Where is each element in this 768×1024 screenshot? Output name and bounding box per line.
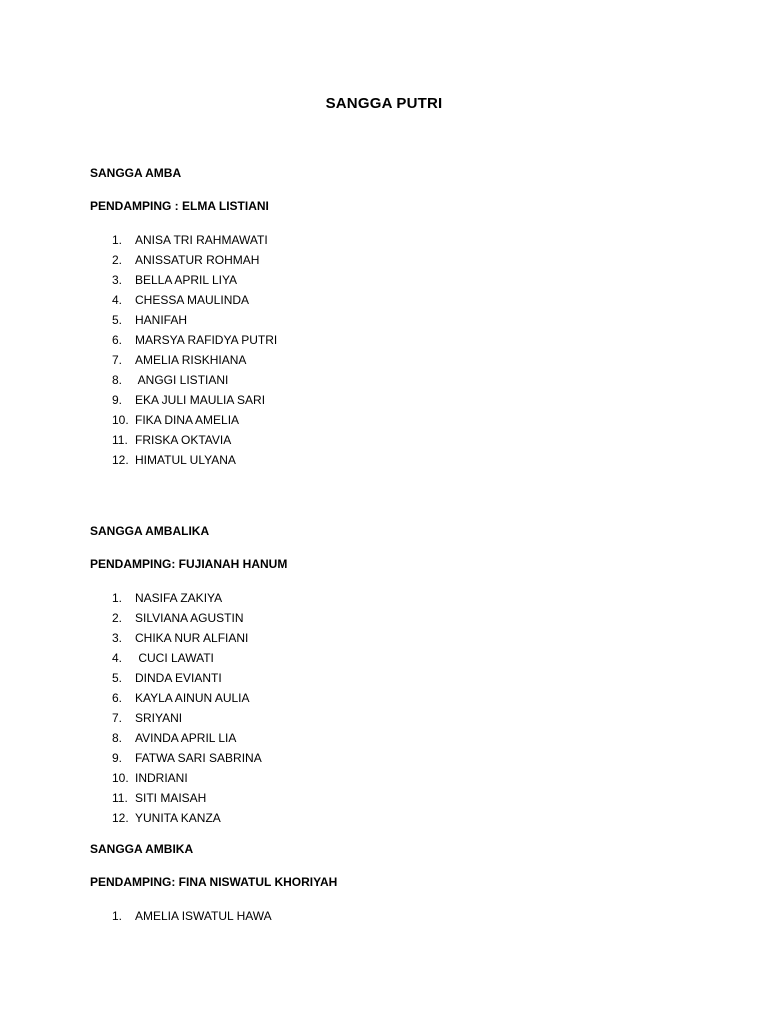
group-section-amba — [90, 165, 730, 470]
member-list — [90, 230, 730, 470]
list-item-number: 9. — [112, 393, 123, 407]
list-item — [90, 708, 730, 728]
list-item — [90, 370, 730, 390]
list-item — [90, 906, 730, 926]
list-item — [90, 688, 730, 708]
list-item — [90, 450, 730, 470]
list-item-number: 1. — [112, 591, 123, 605]
list-item-name: SRIYANI — [135, 711, 183, 725]
list-item-name: AMELIA RISKHIANA — [135, 353, 247, 367]
list-item — [90, 588, 730, 608]
list-item-number: 2. — [112, 253, 123, 267]
list-item-number: 7. — [112, 711, 123, 725]
list-item-number: 5. — [112, 671, 123, 685]
list-item-number: 3. — [112, 273, 123, 287]
list-item-name: CHIKA NUR ALFIANI — [135, 631, 249, 645]
list-item-number: 6. — [112, 691, 123, 705]
list-item-name: HANIFAH — [135, 313, 188, 327]
list-item-number: 8. — [112, 731, 123, 745]
group-section-ambika — [90, 841, 730, 926]
list-item-name: FATWA SARI SABRINA — [135, 751, 262, 765]
list-item-number: 3. — [112, 631, 123, 645]
group-name: SANGGA AMBALIKA — [90, 524, 210, 538]
list-item-name: CHESSA MAULINDA — [135, 293, 250, 307]
list-item-number: 5. — [112, 313, 123, 327]
list-item — [90, 270, 730, 290]
list-item — [90, 290, 730, 310]
list-item-name: MARSYA RAFIDYA PUTRI — [135, 333, 278, 347]
list-item — [90, 230, 730, 250]
list-item-number: 2. — [112, 611, 123, 625]
list-item-name: ANISA TRI RAHMAWATI — [135, 233, 268, 247]
list-item-name: ANISSATUR ROHMAH — [135, 253, 260, 267]
list-item-name: NASIFA ZAKIYA — [135, 591, 223, 605]
group-name: SANGGA AMBIKA — [90, 842, 194, 856]
list-item-name: YUNITA KANZA — [135, 811, 221, 825]
list-item-number: 12. — [112, 453, 129, 467]
list-item-name: SITI MAISAH — [135, 791, 207, 805]
list-item-number: 10. — [112, 771, 129, 785]
list-item — [90, 648, 730, 668]
list-item — [90, 430, 730, 450]
page-title: SANGGA PUTRI — [325, 95, 443, 112]
list-item — [90, 788, 730, 808]
mentor-line: PENDAMPING: FINA NISWATUL KHORIYAH — [90, 875, 338, 889]
list-item — [90, 390, 730, 410]
list-item-name: ANGGI LISTIANI — [135, 373, 229, 387]
list-item-number: 7. — [112, 353, 123, 367]
list-item — [90, 410, 730, 430]
list-item — [90, 608, 730, 628]
list-item-number: 9. — [112, 751, 123, 765]
list-item — [90, 808, 730, 828]
list-item-name: BELLA APRIL LIYA — [135, 273, 238, 287]
list-item-name: AVINDA APRIL LIA — [135, 731, 237, 745]
list-item-number: 4. — [112, 293, 123, 307]
list-item-name: DINDA EVIANTI — [135, 671, 222, 685]
list-item-number: 1. — [112, 233, 123, 247]
list-item-name: EKA JULI MAULIA SARI — [135, 393, 266, 407]
group-section-ambalika — [90, 523, 730, 828]
list-item-name: FRISKA OKTAVIA — [135, 433, 232, 447]
member-list — [90, 906, 730, 926]
list-item-name: CUCI LAWATI — [135, 651, 214, 665]
list-item-number: 1. — [112, 909, 123, 923]
list-item — [90, 768, 730, 788]
list-item-name: INDRIANI — [135, 771, 188, 785]
list-item — [90, 668, 730, 688]
list-item-name: HIMATUL ULYANA — [135, 453, 236, 467]
list-item-number: 6. — [112, 333, 123, 347]
list-item-number: 8. — [112, 373, 123, 387]
list-item-number: 4. — [112, 651, 123, 665]
group-name: SANGGA AMBA — [90, 166, 182, 180]
list-item-number: 10. — [112, 413, 129, 427]
list-item — [90, 628, 730, 648]
list-item — [90, 748, 730, 768]
list-item-number: 12. — [112, 811, 129, 825]
mentor-line: PENDAMPING : ELMA LISTIANI — [90, 199, 269, 213]
list-item — [90, 330, 730, 350]
list-item — [90, 728, 730, 748]
list-item — [90, 310, 730, 330]
list-item-name: AMELIA ISWATUL HAWA — [135, 909, 272, 923]
mentor-line: PENDAMPING: FUJIANAH HANUM — [90, 557, 288, 571]
list-item — [90, 350, 730, 370]
list-item-number: 11. — [112, 433, 128, 447]
list-item-name: FIKA DINA AMELIA — [135, 413, 240, 427]
list-item-name: SILVIANA AGUSTIN — [135, 611, 244, 625]
list-item — [90, 250, 730, 270]
list-item-name: KAYLA AINUN AULIA — [135, 691, 250, 705]
list-item-number: 11. — [112, 791, 128, 805]
member-list — [90, 588, 730, 828]
